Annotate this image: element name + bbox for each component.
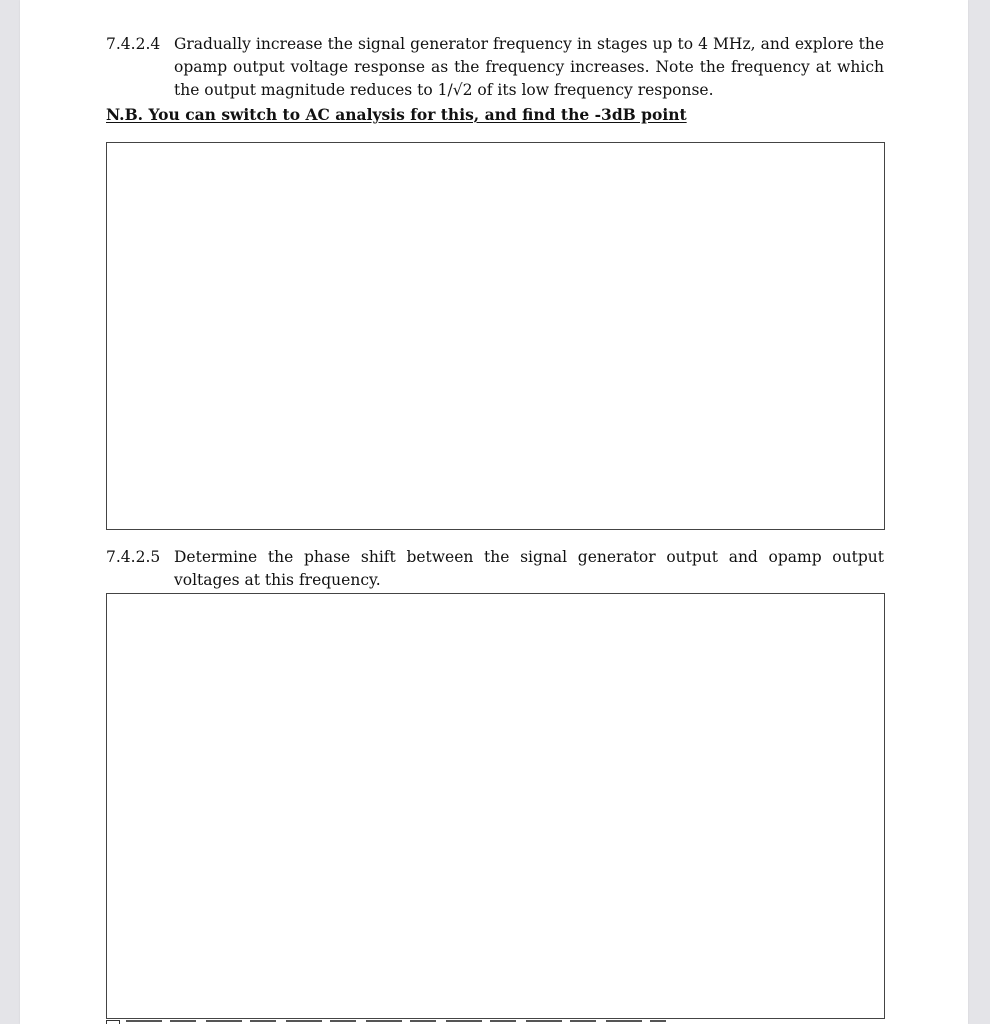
question-text: Gradually increase the signal generator frequency in stages up to 4 MHz, and explore the opamp output voltage response as the frequency increases. Note the frequency at which the output magnitude reduces to 1/√2 of its low frequency response. (174, 35, 884, 99)
answer-box-7-4-2-5[interactable] (106, 593, 885, 1019)
question-number: 7.4.2.4 (106, 35, 161, 53)
analysis-note: N.B. You can switch to AC analysis for this, and find the -3dB point (106, 105, 687, 124)
question-7-4-2-5 (106, 546, 884, 592)
answer-box-7-4-2-4[interactable] (106, 142, 885, 530)
document-page (20, 0, 968, 1024)
cropped-text-fragment (126, 1020, 666, 1022)
checkbox-icon (106, 1020, 120, 1024)
question-number: 7.4.2.5 (106, 548, 161, 566)
question-7-4-2-4 (106, 33, 884, 102)
cropped-next-line (106, 1020, 666, 1024)
question-text: Determine the phase shift between the signal generator output and opamp output voltages at this frequency. (174, 548, 884, 589)
